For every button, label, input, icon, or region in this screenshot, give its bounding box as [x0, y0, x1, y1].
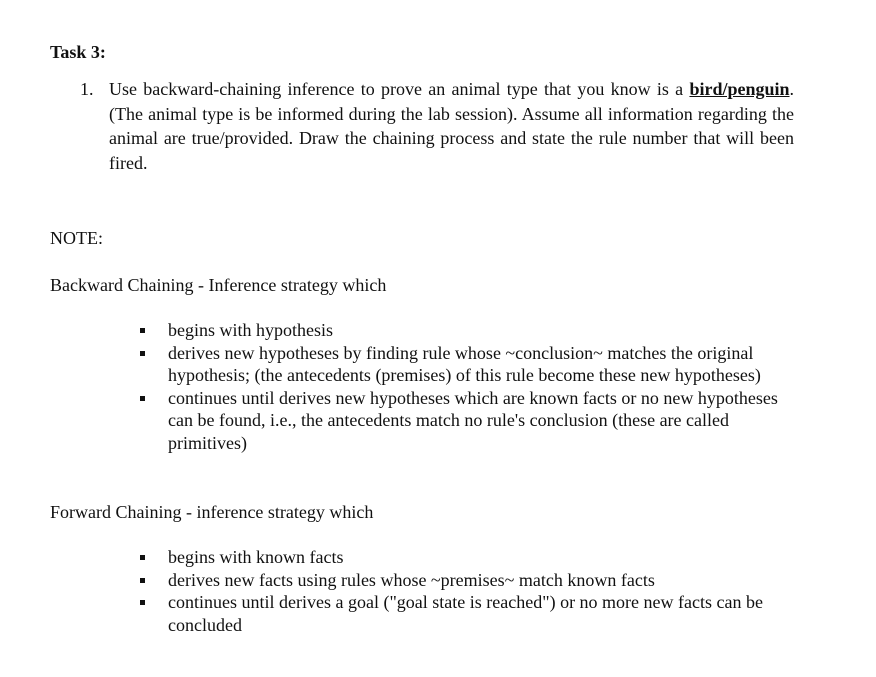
- task-item-number: 1.: [80, 79, 94, 99]
- task-emphasis: bird/penguin: [689, 79, 790, 99]
- task-text-after: . (The animal type is be informed during the lab session). Assume all information regarding the animal are true/provided. Draw the chaining process and state the rule number that will been fired.: [109, 79, 794, 173]
- square-bullet-icon: [140, 351, 145, 356]
- list-item: [140, 546, 800, 569]
- list-item: [140, 342, 800, 387]
- square-bullet-icon: [140, 328, 145, 333]
- square-bullet-icon: [140, 578, 145, 583]
- task-text-before: Use backward-chaining inference to prove an animal type that you know is a: [109, 79, 690, 99]
- list-item: [140, 319, 800, 342]
- list-item-text: continues until derives a goal ("goal state is reached") or no more new facts can be concluded: [168, 592, 763, 635]
- forward-chaining-heading: Forward Chaining - inference strategy which: [50, 502, 374, 522]
- backward-chaining-heading: Backward Chaining - Inference strategy which: [50, 275, 387, 295]
- list-item-text: continues until derives new hypotheses which are known facts or no new hypotheses can be found, i.e., the antecedents match no rule's conclusion (these are called primitives): [168, 387, 778, 453]
- square-bullet-icon: [140, 555, 145, 560]
- list-item-text: derives new facts using rules whose ~premises~ match known facts: [168, 569, 655, 590]
- list-item-text: begins with hypothesis: [168, 320, 333, 340]
- list-item: [140, 387, 800, 455]
- backward-chaining-list: [140, 319, 800, 454]
- list-item-text: derives new hypotheses by finding rule whose ~conclusion~ matches the original hypothesis; (the antecedents (premises) of this rule become these new hypotheses): [168, 342, 761, 385]
- square-bullet-icon: [140, 600, 145, 605]
- task-title: Task 3:: [50, 42, 106, 62]
- forward-chaining-list: [140, 546, 800, 636]
- task-item: [80, 77, 794, 175]
- list-item-text: begins with known facts: [168, 547, 344, 567]
- note-label: NOTE:: [50, 228, 103, 248]
- task-item-text: [109, 77, 794, 175]
- list-item: [140, 591, 800, 636]
- list-item: [140, 569, 800, 592]
- square-bullet-icon: [140, 396, 145, 401]
